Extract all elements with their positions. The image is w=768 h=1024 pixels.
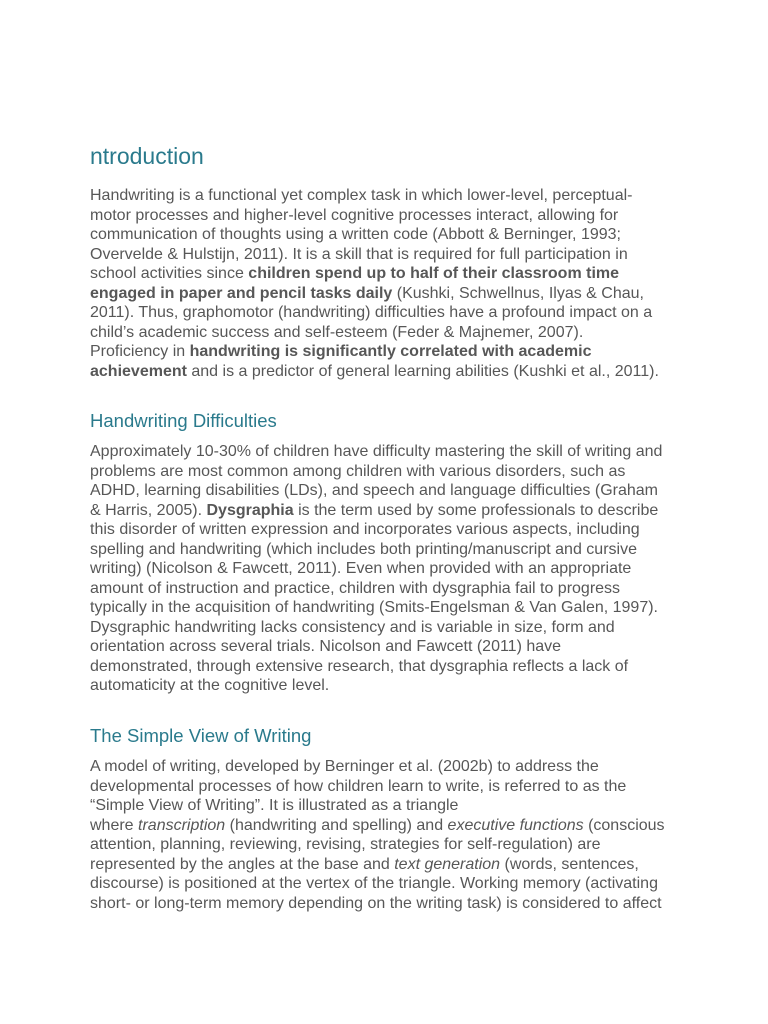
text-run: discourse) is positioned at the vertex of the triangle. Working memory (activating [90, 875, 658, 892]
text-line [90, 559, 662, 579]
text-run: “Simple View of Writing”. It is illustrated as a triangle [90, 797, 459, 814]
text-run: orientation across several trials. Nicolson and Fawcett (2011) have [90, 638, 562, 655]
text-run: Overvelde & Hulstijn, 2011). It is a skill that is required for full participation in [90, 245, 628, 263]
text-line [90, 225, 659, 245]
text-line [90, 442, 662, 462]
text-run: (words, sentences, [500, 855, 639, 873]
text-line [90, 501, 662, 521]
text-run: motor processes and higher-level cognitive processes interact, allowing for [90, 206, 619, 224]
bold-text: Dysgraphia [206, 501, 294, 519]
text-run: 2011). Thus, graphomotor (handwriting) difficulties have a profound impact on a [90, 304, 653, 321]
text-line [90, 676, 662, 696]
text-line [90, 579, 662, 599]
text-run: is the term used by some professionals to describe [293, 501, 659, 519]
bold-text: handwriting is significantly correlated with academic [189, 343, 592, 360]
text-run: automaticity at the cognitive level. [90, 677, 330, 694]
text-run: communication of thoughts using a written code (Abbott & Berninger, 1993; [90, 226, 621, 243]
text-line [90, 520, 662, 540]
text-run: spelling and handwriting (which includes both printing/manuscript and cursive [90, 540, 637, 558]
text-line [90, 362, 659, 382]
text-run: Approximately 10-30% of children have difficulty mastering the skill of writing and [90, 443, 663, 460]
text-line [90, 835, 665, 855]
paragraph [90, 757, 665, 913]
text-run: (conscious [583, 816, 665, 834]
text-run: typically in the acquisition of handwriting (Smits-Engelsman & Van Galen, 1997). [90, 599, 658, 616]
text-run: problems are most common among children with various disorders, such as [90, 462, 626, 480]
italic-text: transcription [138, 816, 226, 834]
text-run: where [90, 816, 139, 834]
section-heading: ntroduction [90, 143, 204, 169]
text-run: amount of instruction and practice, children with dysgraphia fail to progress [90, 579, 621, 597]
text-line [90, 540, 662, 560]
text-line [90, 637, 662, 657]
text-run: ADHD, learning disabilities (LDs), and speech and language difficulties (Graham [90, 482, 658, 499]
text-run: attention, planning, reviewing, revising, strategies for self-regulation) are [90, 836, 601, 853]
text-run: represented by the angles at the base and [90, 855, 395, 873]
text-run: school activities since [90, 265, 249, 282]
text-line [90, 855, 665, 875]
text-line [90, 284, 659, 304]
text-run: writing) (Nicolson & Fawcett, 2011). Even when provided with an appropriate [90, 560, 632, 577]
text-run: and is a predictor of general learning abilities (Kushki et al., 2011). [186, 362, 659, 380]
italic-text: executive functions [447, 816, 584, 834]
text-line [90, 481, 662, 501]
text-line [90, 264, 659, 284]
text-line [90, 598, 662, 618]
text-line [90, 303, 659, 323]
text-line [90, 816, 665, 836]
bold-text: achievement [90, 362, 187, 380]
text-run: (handwriting and spelling) and [225, 816, 448, 834]
text-line [90, 657, 662, 677]
text-line [90, 874, 665, 894]
text-run: Handwriting is a functional yet complex task in which lower-level, perceptual- [90, 187, 633, 204]
text-run: demonstrated, through extensive research, that dysgraphia reflects a lack of [90, 657, 629, 675]
section-heading: The Simple View of Writing [90, 725, 312, 746]
text-line [90, 894, 665, 914]
paragraph [90, 186, 659, 381]
text-line [90, 342, 659, 362]
bold-text: children spend up to half of their classroom time [248, 265, 620, 282]
text-run: Dysgraphic handwriting lacks consistency and is variable in size, form and [90, 618, 615, 636]
text-run: developmental processes of how children learn to write, is referred to as the [90, 777, 627, 795]
text-run: short- or long-term memory depending on the writing task) is considered to affect [90, 894, 662, 912]
bold-text: engaged in paper and pencil tasks daily [90, 284, 393, 302]
text-line [90, 618, 662, 638]
text-run: this disorder of written expression and incorporates various aspects, including [90, 521, 640, 538]
text-line [90, 757, 665, 777]
italic-text: text generation [394, 855, 501, 873]
paragraph [90, 442, 662, 696]
text-line [90, 245, 659, 265]
section-heading: Handwriting Difficulties [90, 410, 277, 431]
text-line [90, 796, 665, 816]
text-run: A model of writing, developed by Berninger et al. (2002b) to address the [90, 758, 599, 775]
text-run: (Kushki, Schwellnus, Ilyas & Chau, [392, 284, 644, 302]
text-run: Proficiency in [90, 343, 190, 360]
text-run: & Harris, 2005). [90, 501, 207, 519]
text-run: child’s academic success and self-esteem (Feder & Majnemer, 2007). [90, 323, 584, 341]
text-line [90, 777, 665, 797]
text-line [90, 462, 662, 482]
text-line [90, 323, 659, 343]
text-line [90, 206, 659, 226]
text-line [90, 186, 659, 206]
